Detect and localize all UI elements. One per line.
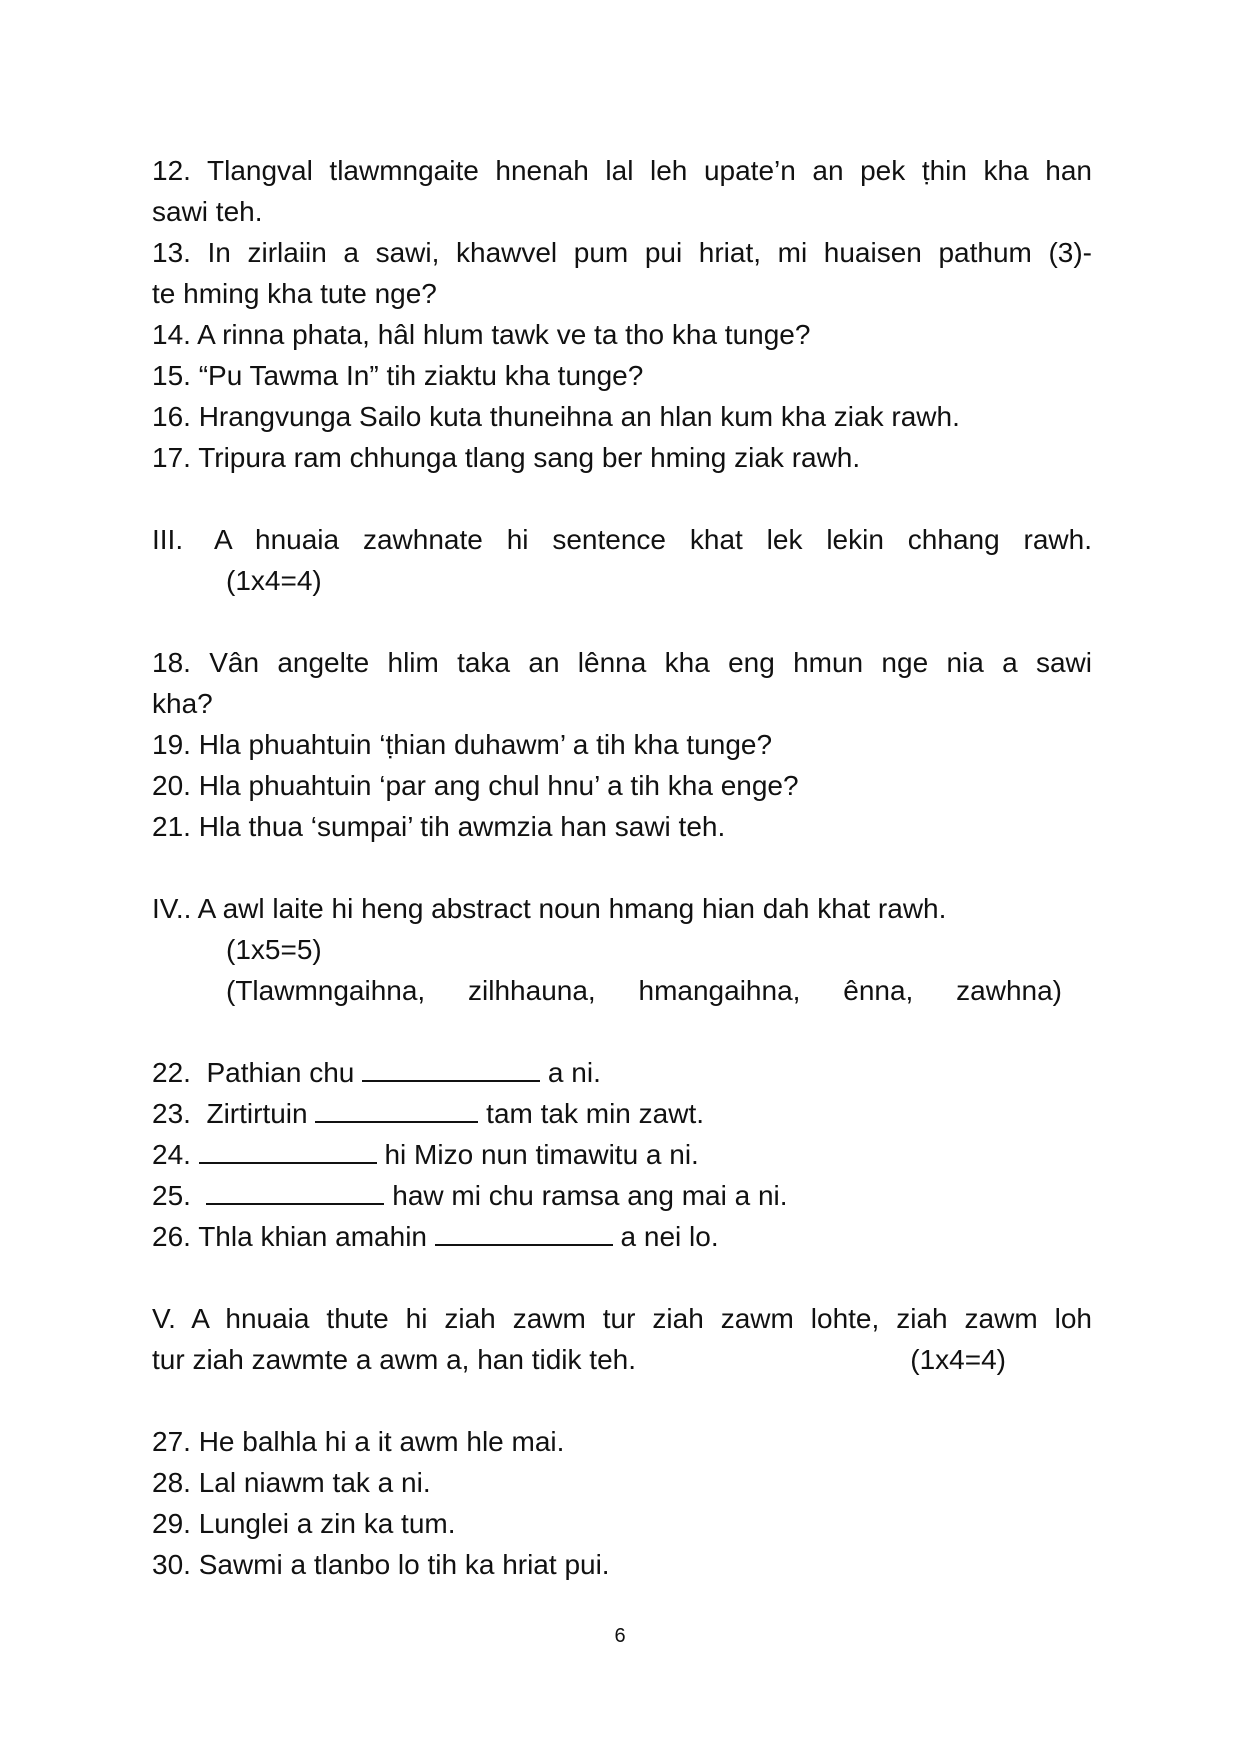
answer-blank-25[interactable] (206, 1177, 384, 1205)
sentence-30: 30. Sawmi a tlanbo lo tih ka hriat pui. (152, 1549, 610, 1580)
spacer (152, 601, 1092, 642)
fill-blank-22-after: a ni. (540, 1057, 601, 1088)
question-list-b (152, 642, 1092, 847)
section-3-heading (152, 519, 1092, 601)
question-13-line2: te hming kha tute nge? (152, 278, 437, 309)
question-19: 19. Hla phuahtuin ‘ṭhian duhawm’ a tih kha tunge? (152, 729, 773, 760)
section-5-instruction-line1: V. A hnuaia thute hi ziah zawm tur ziah zawm lohte, ziah zawm loh (152, 1303, 1092, 1334)
spacer (152, 1257, 1092, 1298)
word-option-5-text: zawhna (956, 975, 1053, 1006)
answer-blank-24[interactable] (199, 1136, 377, 1164)
answer-blank-22[interactable] (362, 1054, 540, 1082)
section-5-instruction-line2: tur ziah zawmte a awm a, han tidik teh. (152, 1344, 636, 1375)
answer-blank-26[interactable] (435, 1218, 613, 1246)
section-3-marks: (1x4=4) (226, 565, 322, 596)
sentence-29: 29. Lunglei a zin ka tum. (152, 1508, 456, 1539)
word-option-1-text: Tlawmngaihna, (235, 975, 426, 1006)
section-4-heading (152, 888, 1092, 1011)
question-12-line2: sawi teh. (152, 196, 263, 227)
word-option-1 (226, 970, 425, 1011)
section-4-marks: (1x5=5) (226, 934, 322, 965)
page-number: 6 (614, 1625, 626, 1647)
fill-blank-23-before: 23. Zirtirtuin (152, 1098, 316, 1129)
fill-blank-22-before: 22. Pathian chu (152, 1057, 363, 1088)
sentence-28: 28. Lal niawm tak a ni. (152, 1467, 431, 1498)
fill-blank-26-after: a nei lo. (612, 1221, 719, 1252)
sentence-27: 27. He balhla hi a it awm hle mai. (152, 1426, 565, 1457)
word-option-3: hmangaihna, (638, 975, 801, 1006)
section-3-numeral: III. (152, 524, 184, 555)
question-21: 21. Hla thua ‘sumpai’ tih awmzia han sawi teh. (152, 811, 726, 842)
fill-blank-22 (152, 1052, 1092, 1093)
section-5-instruction-row (152, 1339, 1092, 1380)
section-5-marks: (1x4=4) (910, 1344, 1006, 1375)
section-3-instruction: A hnuaia zawhnate hi sentence khat lek lekin chhang rawh. (214, 524, 1092, 555)
document-body (152, 150, 1092, 1585)
question-18-line2: kha? (152, 688, 213, 719)
sentence-list (152, 1421, 1092, 1585)
fill-blank-24-after: hi Mizo nun timawitu a ni. (376, 1139, 699, 1170)
section-5-heading (152, 1298, 1092, 1380)
question-20: 20. Hla phuahtuin ‘par ang chul hnu’ a tih kha enge? (152, 770, 799, 801)
word-option-4: ênna, (843, 975, 914, 1006)
fill-blank-23-after: tam tak min zawt. (478, 1098, 705, 1129)
question-list-a (152, 150, 1092, 478)
section-4-instruction: IV.. A awl laite hi heng abstract noun hmang hian dah khat rawh. (152, 893, 947, 924)
fill-blank-26-before: 26. Thla khian amahin (152, 1221, 435, 1252)
word-option-2: zilhhauna, (468, 975, 596, 1006)
fill-blank-25 (152, 1175, 1092, 1216)
spacer (152, 478, 1092, 519)
spacer (152, 1011, 1092, 1052)
fill-blank-26 (152, 1216, 1092, 1257)
open-paren: ( (226, 975, 236, 1006)
fill-blank-24-before: 24. (152, 1139, 199, 1170)
section-3-instruction-row (152, 519, 1092, 560)
word-option-5 (956, 970, 1062, 1011)
question-18-line1: 18. Vân angelte hlim taka an lênna kha eng hmun nge nia a sawi (152, 647, 1092, 678)
answer-blank-23[interactable] (315, 1095, 478, 1123)
question-14: 14. A rinna phata, hâl hlum tawk ve ta tho kha tunge? (152, 319, 811, 350)
spacer (152, 847, 1092, 888)
question-16: 16. Hrangvunga Sailo kuta thuneihna an hlan kum kha ziak rawh. (152, 401, 960, 432)
close-paren: ) (1052, 975, 1062, 1006)
question-12-line1: 12. Tlangval tlawmngaite hnenah lal leh upate’n an pek ṭhin kha han (152, 155, 1092, 186)
question-15: 15. “Pu Tawma In” tih ziaktu kha tunge? (152, 360, 644, 391)
fill-blank-23 (152, 1093, 1092, 1134)
question-17: 17. Tripura ram chhunga tlang sang ber hming ziak rawh. (152, 442, 861, 473)
fill-blank-24 (152, 1134, 1092, 1175)
fill-blank-list (152, 1052, 1092, 1257)
question-13-line1: 13. In zirlaiin a sawi, khawvel pum pui hriat, mi huaisen pathum (3)- (152, 237, 1092, 268)
fill-blank-25-after: haw mi chu ramsa ang mai a ni. (384, 1180, 788, 1211)
spacer (152, 1380, 1092, 1421)
word-options (152, 970, 1062, 1011)
fill-blank-25-before: 25. (152, 1180, 207, 1211)
